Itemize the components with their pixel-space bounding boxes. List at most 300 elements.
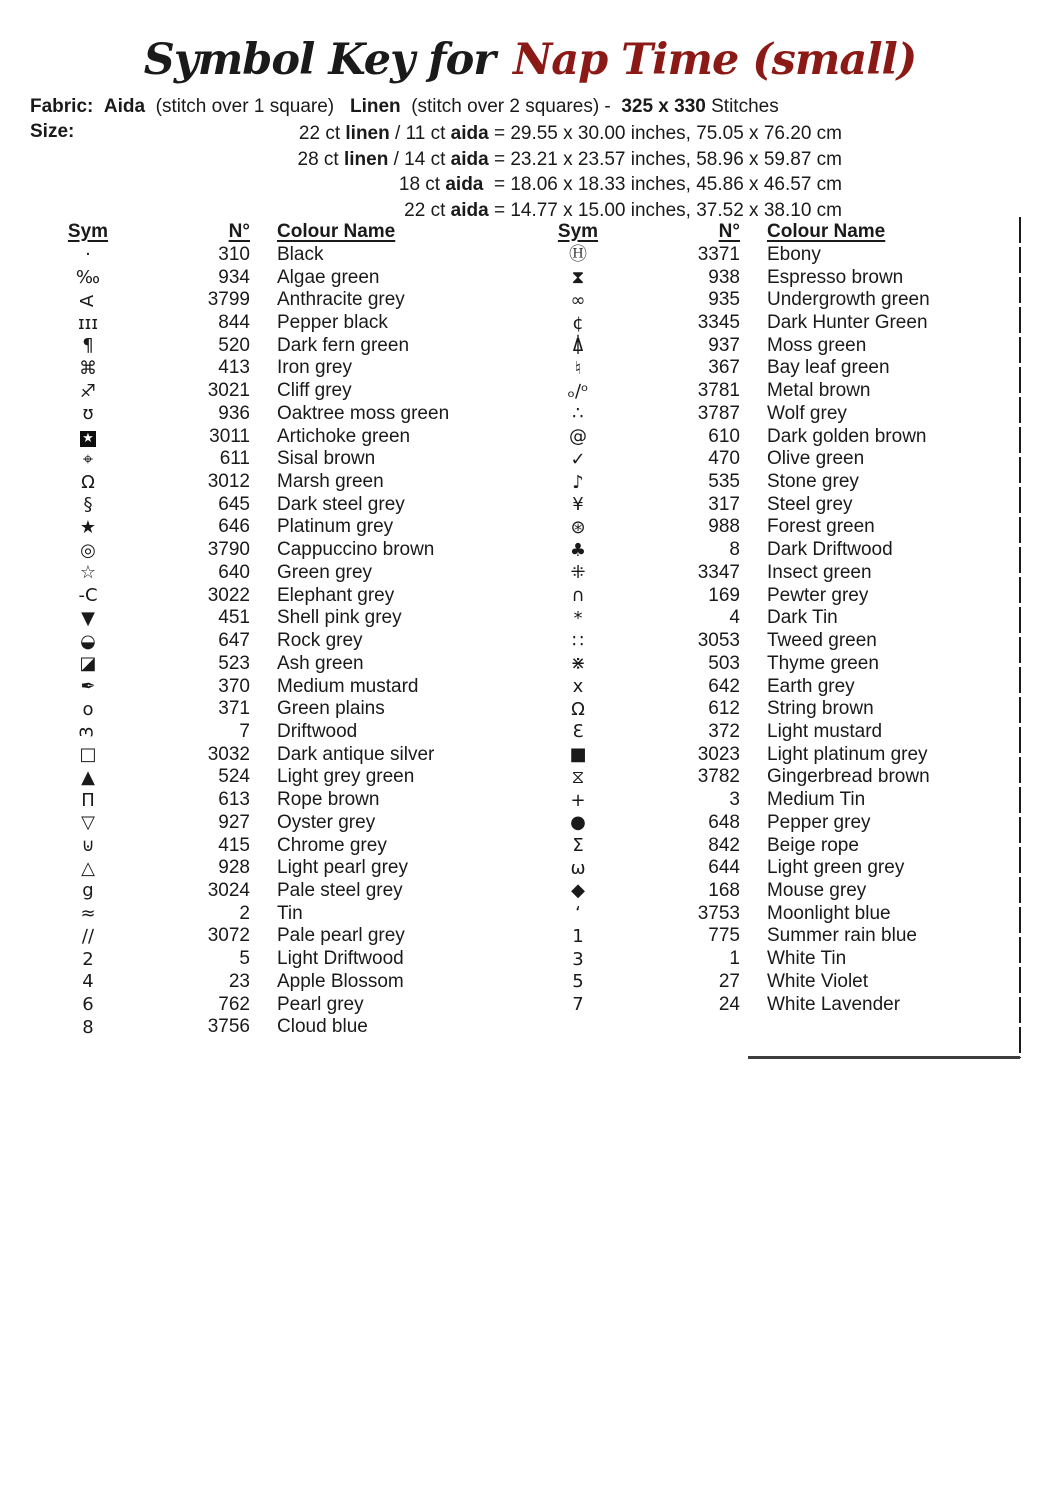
table-row <box>60 925 505 948</box>
stitch-symbol-icon: Ω <box>571 698 585 720</box>
table-row <box>60 516 505 539</box>
table-row <box>60 743 505 766</box>
colour-name-cell: Black <box>277 243 324 265</box>
thread-number-cell: 613 <box>218 789 250 811</box>
thread-number-cell: 988 <box>708 516 740 538</box>
colour-name-cell: Pearl grey <box>277 993 364 1015</box>
table-row <box>550 289 1025 312</box>
thread-number-cell: 927 <box>218 811 250 833</box>
symbol-cell <box>550 244 606 265</box>
colour-name-cell: Tweed green <box>767 630 877 652</box>
stitch-symbol-icon: ★ <box>82 431 94 447</box>
table-row <box>60 675 505 698</box>
thread-number-cell: 3371 <box>697 243 740 265</box>
table-row <box>550 493 1025 516</box>
colour-name-cell: Light pearl grey <box>277 857 408 879</box>
symbol-cell <box>60 313 116 334</box>
text-segment: linen <box>343 148 389 170</box>
stitch-symbol-icon: ∩ <box>571 585 585 607</box>
stitch-symbol-icon: 3 <box>76 726 98 739</box>
symbol-cell <box>550 585 606 606</box>
colour-name-cell: Dark golden brown <box>767 425 927 447</box>
table-row <box>550 675 1025 698</box>
stitch-symbol-icon: Ⓗ <box>569 244 587 266</box>
stitch-symbol-icon: Ω <box>81 471 95 493</box>
table-row <box>60 948 505 971</box>
symbol-cell <box>60 744 116 765</box>
table-row <box>60 834 505 857</box>
stitch-symbol-icon: ♐ <box>79 380 97 402</box>
colour-name-cell: Dark Driftwood <box>767 539 893 561</box>
table-row <box>550 857 1025 880</box>
symbol-cell <box>550 426 606 447</box>
table-row <box>550 811 1025 834</box>
thread-number-cell: 2 <box>239 902 250 924</box>
stitch-symbol-icon: ■ <box>569 744 587 766</box>
text-segment: Stitches <box>705 96 779 117</box>
table-row <box>550 993 1025 1016</box>
text-segment: aida <box>450 123 489 144</box>
text-segment: / 14 ct <box>388 148 451 170</box>
table-row <box>60 312 505 335</box>
table-row <box>550 948 1025 971</box>
stitch-symbol-icon: □ <box>79 744 97 766</box>
colour-name-cell: Oyster grey <box>277 811 376 833</box>
symbol-cell <box>60 790 116 811</box>
colour-name-cell: Moonlight blue <box>767 902 891 924</box>
colour-name-cell: Forest green <box>767 516 875 538</box>
size-lines <box>30 121 842 223</box>
table-row <box>60 1016 505 1039</box>
table-row <box>550 312 1025 335</box>
colour-name-cell: Cappuccino brown <box>277 539 435 561</box>
text-segment: (stitch over 2 squares) - <box>400 96 622 117</box>
colour-name-cell: Cliff grey <box>277 380 352 402</box>
symbol-cell <box>550 926 606 947</box>
thread-number-cell: 415 <box>218 834 250 856</box>
thread-number-cell: 535 <box>708 471 740 493</box>
text-segment: / 11 ct <box>389 123 451 144</box>
table-row <box>60 334 505 357</box>
colour-name-cell: White Violet <box>767 970 869 992</box>
thread-number-cell: 610 <box>708 425 740 447</box>
table-header-row <box>550 220 1025 244</box>
symbol-cell <box>550 381 606 402</box>
colour-name-cell: Insect green <box>767 561 872 583</box>
table-row <box>60 471 505 494</box>
symbol-cell <box>60 472 116 493</box>
thread-number-cell: 24 <box>718 993 740 1015</box>
thread-number-cell: 3347 <box>697 561 740 583</box>
table-row <box>550 334 1025 357</box>
stitch-symbol-icon: * <box>573 607 583 629</box>
colour-name-cell: Pepper grey <box>767 811 871 833</box>
colour-name-cell: Artichoke green <box>277 425 411 447</box>
table-row <box>550 357 1025 380</box>
symbol-cell <box>550 676 606 697</box>
symbol-cell <box>60 994 116 1015</box>
thread-number-cell: 8 <box>729 539 740 561</box>
symbol-cell <box>60 903 116 924</box>
table-row <box>550 630 1025 653</box>
stitch-symbol-icon: 6 <box>82 994 94 1016</box>
stitch-symbol-icon: o <box>82 698 94 720</box>
thread-number-cell: 3787 <box>697 402 740 424</box>
text-segment: 325 x 330 <box>621 96 706 117</box>
thread-number-cell: 3756 <box>207 1016 250 1038</box>
thread-number-cell: 612 <box>708 698 740 720</box>
table-row <box>60 289 505 312</box>
symbol-cell <box>60 835 116 856</box>
colour-name-cell: Metal brown <box>767 380 871 402</box>
header-number: N° <box>228 220 250 242</box>
colour-name-cell: Rock grey <box>277 630 363 652</box>
thread-number-cell: 935 <box>708 289 740 311</box>
thread-number-cell: 4 <box>729 607 740 629</box>
thread-number-cell: 451 <box>218 607 250 629</box>
table-row <box>550 403 1025 426</box>
colour-name-cell: Light platinum grey <box>767 743 928 765</box>
colour-name-cell: Undergrowth green <box>767 289 930 311</box>
thread-number-cell: 503 <box>708 652 740 674</box>
thread-number-cell: 168 <box>708 879 740 901</box>
thread-number-cell: 3782 <box>697 766 740 788</box>
colour-name-cell: Pewter grey <box>767 584 869 606</box>
title-pattern-prefix: Symbol Key for <box>143 35 495 85</box>
stitch-symbol-icon: Ɛ <box>572 721 584 743</box>
table-row <box>60 607 505 630</box>
colour-name-cell: Wolf grey <box>767 402 847 424</box>
table-row <box>60 244 505 267</box>
table-row <box>60 380 505 403</box>
fabric-line <box>30 95 779 119</box>
colour-name-cell: Driftwood <box>277 720 358 742</box>
colour-name-cell: Mouse grey <box>767 879 867 901</box>
text-segment: Fabric: <box>30 96 94 117</box>
table-row <box>60 425 505 448</box>
symbol-cell <box>60 631 116 652</box>
table-row <box>60 811 505 834</box>
colour-name-cell: Marsh green <box>277 471 384 493</box>
stitch-symbol-icon: ▽ <box>81 812 95 834</box>
thread-number-cell: 372 <box>708 720 740 742</box>
table-row <box>550 244 1025 267</box>
thread-number-cell: 317 <box>708 493 740 515</box>
symbol-cell <box>60 358 116 379</box>
symbol-cell <box>550 653 606 674</box>
symbol-cell <box>60 335 116 356</box>
colour-name-cell: Thyme green <box>767 652 879 674</box>
thread-number-cell: 928 <box>218 857 250 879</box>
thread-number-cell: 169 <box>708 584 740 606</box>
colour-name-cell: Oaktree moss green <box>277 402 450 424</box>
colour-name-cell: Steel grey <box>767 493 853 515</box>
thread-number-cell: 936 <box>218 402 250 424</box>
stitch-symbol-icon: 7 <box>572 994 584 1016</box>
colour-name-cell: White Lavender <box>767 993 901 1015</box>
table-row <box>550 607 1025 630</box>
thread-number-cell: 3023 <box>697 743 740 765</box>
text-segment: = 23.21 x 23.57 inches, 58.96 x 59.87 cm <box>488 148 842 170</box>
thread-number-cell: 23 <box>228 970 250 992</box>
size-line <box>30 172 842 198</box>
symbol-cell <box>60 812 116 833</box>
stitch-symbol-icon: · <box>85 244 91 266</box>
stitch-symbol-icon: g <box>82 880 94 902</box>
table-row <box>550 880 1025 903</box>
colour-name-cell: Light green grey <box>767 857 905 879</box>
table-row <box>550 834 1025 857</box>
table-row <box>60 403 505 426</box>
symbol-cell <box>60 767 116 788</box>
table-row <box>550 789 1025 812</box>
table-row <box>60 789 505 812</box>
colour-name-cell: Moss green <box>767 334 867 356</box>
thread-number-cell: 647 <box>218 630 250 652</box>
stitch-symbol-icon: ◒ <box>80 630 96 652</box>
thread-number-cell: 371 <box>218 698 250 720</box>
colour-name-cell: Summer rain blue <box>767 925 917 947</box>
size-line <box>30 147 842 173</box>
thread-number-cell: 842 <box>708 834 740 856</box>
header-colour-name: Colour Name <box>767 220 886 242</box>
symbol-cell <box>550 403 606 424</box>
text-segment: (stitch over 1 square) <box>145 96 350 117</box>
stitch-symbol-icon: -Ϲ <box>78 585 98 607</box>
thread-number-cell: 5 <box>239 948 250 970</box>
stitch-symbol-icon: ω <box>570 857 586 879</box>
text-segment: Aida <box>103 96 146 117</box>
thread-number-cell: 27 <box>718 970 740 992</box>
stitch-symbol-icon: ♣ <box>569 539 587 561</box>
symbol-cell <box>550 313 606 334</box>
symbol-cell <box>550 858 606 879</box>
stitch-symbol-icon: ¶ <box>82 335 94 357</box>
table-row <box>60 902 505 925</box>
stitch-symbol-icon: 1 <box>572 925 584 947</box>
thread-number-cell: 524 <box>218 766 250 788</box>
table-row <box>550 971 1025 994</box>
colour-name-cell: Shell pink grey <box>277 607 402 629</box>
table-row <box>60 698 505 721</box>
thread-number-cell: 523 <box>218 652 250 674</box>
stitch-symbol-icon: ⧗ <box>571 267 585 289</box>
symbol-cell <box>550 494 606 515</box>
stitch-symbol-icon: ∴ <box>572 403 584 425</box>
colour-name-cell: Iron grey <box>277 357 352 379</box>
symbol-cell <box>550 290 606 311</box>
table-row <box>550 698 1025 721</box>
colour-name-cell: String brown <box>767 698 874 720</box>
colour-name-cell: Apple Blossom <box>277 970 404 992</box>
colour-name-cell: Earth grey <box>767 675 855 697</box>
symbol-cell <box>550 812 606 833</box>
symbol-cell <box>60 608 116 629</box>
stitch-symbol-icon: @ <box>569 426 587 448</box>
thread-number-cell: 470 <box>708 448 740 470</box>
table-row <box>60 652 505 675</box>
colour-name-cell: Dark steel grey <box>277 493 405 515</box>
symbol-cell <box>60 517 116 538</box>
symbol-cell <box>550 267 606 288</box>
text-segment: 22 ct <box>404 199 451 221</box>
header-sym: Sym <box>67 220 109 242</box>
colour-name-cell: Cloud blue <box>277 1016 368 1038</box>
colour-name-cell: Green plains <box>277 698 385 720</box>
colour-name-cell: Light grey green <box>277 766 415 788</box>
stitch-symbol-icon: ‘ <box>575 903 581 925</box>
stitch-symbol-icon: + <box>570 789 586 811</box>
symbol-cell <box>550 358 606 379</box>
symbol-cell <box>550 949 606 970</box>
table-row <box>60 493 505 516</box>
table-row <box>60 357 505 380</box>
title-pattern-name: Nap Time (small) <box>512 35 917 85</box>
stitch-symbol-icon: ₒ∕ᵒ <box>567 380 589 402</box>
stitch-symbol-icon: ☆ <box>79 562 97 584</box>
stitch-symbol-icon: ∷ <box>572 630 584 652</box>
stitch-symbol-icon: ◆ <box>571 880 585 902</box>
stitch-symbol-icon: ⍋ <box>572 335 584 357</box>
symbol-cell <box>550 971 606 992</box>
table-row <box>550 925 1025 948</box>
symbol-cell <box>60 540 116 561</box>
stitch-symbol-icon: ◎ <box>80 539 96 561</box>
text-segment: aida <box>450 199 489 221</box>
colour-name-cell: Light Driftwood <box>277 948 404 970</box>
stitch-symbol-icon: ✓ <box>570 448 586 470</box>
thread-number-cell: 7 <box>239 720 250 742</box>
stitch-symbol-icon: ∞ <box>570 289 586 311</box>
table-row <box>60 630 505 653</box>
stitch-symbol-icon: ⊛ <box>570 516 586 538</box>
symbol-cell <box>550 449 606 470</box>
symbol-cell <box>60 449 116 470</box>
stitch-symbol-icon: § <box>83 494 93 516</box>
table-row <box>550 448 1025 471</box>
thread-number-cell: 3753 <box>697 902 740 924</box>
symbol-cell <box>550 517 606 538</box>
thread-number-cell: 370 <box>218 675 250 697</box>
thread-number-cell: 1 <box>729 948 740 970</box>
text-segment: 28 ct <box>297 148 344 170</box>
symbol-cell <box>60 926 116 947</box>
colour-name-cell: Gingerbread brown <box>767 766 930 788</box>
stitch-symbol-icon: A <box>76 294 98 307</box>
symbol-cell <box>550 540 606 561</box>
colour-name-cell: Bay leaf green <box>767 357 890 379</box>
thread-number-cell: 640 <box>218 561 250 583</box>
symbol-cell <box>60 949 116 970</box>
stitch-symbol-icon: 8 <box>82 1016 94 1038</box>
text-segment: = 29.55 x 30.00 inches, 75.05 x 76.20 cm <box>488 123 842 144</box>
thread-number-cell: 3799 <box>207 289 250 311</box>
thread-number-cell: 3032 <box>207 743 250 765</box>
symbol-cell <box>60 676 116 697</box>
symbol-cell <box>60 699 116 720</box>
thread-number-cell: 3053 <box>697 630 740 652</box>
table-row <box>60 880 505 903</box>
thread-number-cell: 3345 <box>697 312 740 334</box>
colour-name-cell: Dark antique silver <box>277 743 435 765</box>
symbol-cell <box>60 721 116 742</box>
stitch-symbol-icon: ⌖ <box>82 448 94 470</box>
stitch-symbol-icon: ⌘ <box>79 357 97 379</box>
thread-number-cell: 3011 <box>209 425 250 447</box>
stitch-symbol-icon: ¢ <box>572 312 584 334</box>
symbol-cell <box>60 494 116 515</box>
colour-name-cell: Green grey <box>277 561 373 583</box>
size-label: Size: <box>30 121 75 142</box>
colour-name-cell: Platinum grey <box>277 516 394 538</box>
text-segment: Linen <box>349 96 401 117</box>
colour-name-cell: Pale steel grey <box>277 879 403 901</box>
symbol-cell <box>550 767 606 788</box>
stitch-symbol-icon: 2 <box>82 948 94 970</box>
thread-number-cell: 3021 <box>207 380 250 402</box>
table-row <box>550 562 1025 585</box>
colour-name-cell: Dark Hunter Green <box>767 312 928 334</box>
symbol-cell <box>550 880 606 901</box>
symbol-cell <box>60 290 116 311</box>
colour-name-cell: Rope brown <box>277 789 380 811</box>
text-segment: aida <box>445 174 484 196</box>
symbol-cell <box>60 971 116 992</box>
table-row <box>550 266 1025 289</box>
colour-name-cell: Espresso brown <box>767 266 904 288</box>
stitch-symbol-icon: ʊ <box>82 403 94 425</box>
table-row <box>60 993 505 1016</box>
colour-name-cell: Dark fern green <box>277 334 410 356</box>
symbol-cell <box>60 426 116 447</box>
table-row <box>550 425 1025 448</box>
colour-name-cell: Light mustard <box>767 720 883 742</box>
colour-name-cell: Elephant grey <box>277 584 395 606</box>
thread-number-cell: 520 <box>218 334 250 356</box>
table-row <box>550 471 1025 494</box>
stitch-symbol-icon: x <box>572 676 584 698</box>
colour-name-cell: Sisal brown <box>277 448 376 470</box>
colour-name-cell: Ebony <box>767 243 821 265</box>
thread-number-cell: 3781 <box>697 380 740 402</box>
text-segment: 18 ct <box>398 174 446 196</box>
stitch-symbol-icon: ● <box>570 812 586 834</box>
symbol-cell <box>550 608 606 629</box>
table-row <box>550 516 1025 539</box>
chart-page-bottom-border-line <box>748 1056 1020 1059</box>
colour-name-cell: Pale pearl grey <box>277 925 405 947</box>
stitch-symbol-icon: ‰ <box>75 267 101 289</box>
stitch-symbol-icon: ▲ <box>81 766 95 788</box>
stitch-symbol-icon: ɪɪɪ <box>77 312 99 334</box>
colour-name-cell: Chrome grey <box>277 834 387 856</box>
text-segment <box>93 96 104 117</box>
symbol-cell <box>550 472 606 493</box>
table-row <box>60 857 505 880</box>
symbol-cell <box>60 562 116 583</box>
stitch-symbol-icon: ▼ <box>81 607 95 629</box>
colour-name-cell: Anthracite grey <box>277 289 405 311</box>
symbol-cell <box>60 858 116 879</box>
stitch-symbol-icon: ⊍ <box>81 835 95 857</box>
symbol-cell <box>550 744 606 765</box>
symbol-cell <box>60 653 116 674</box>
thread-number-cell: 310 <box>218 243 250 265</box>
colour-name-cell: Tin <box>277 902 303 924</box>
page-title <box>0 34 1060 86</box>
table-row <box>550 380 1025 403</box>
thread-number-cell: 762 <box>218 993 250 1015</box>
